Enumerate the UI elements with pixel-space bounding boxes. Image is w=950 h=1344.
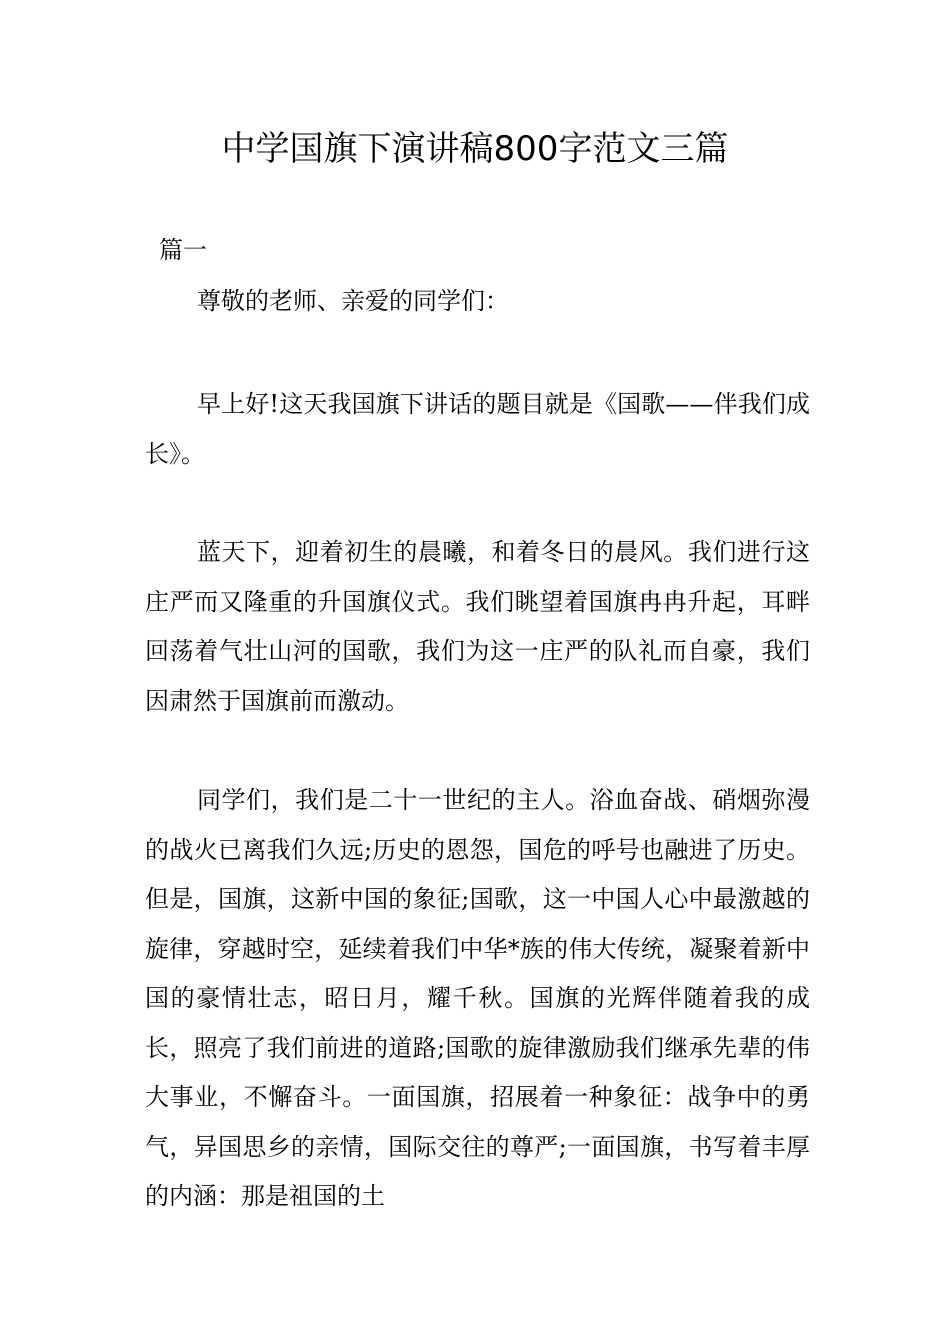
document-title: 中学国旗下演讲稿800字范文三篇 xyxy=(221,129,729,169)
section-label: 篇一 xyxy=(159,236,207,264)
paragraph-1: 早上好!这天我国旗下讲话的题目就是《国歌——伴我们成长》。 xyxy=(145,390,810,468)
paragraph-2: 蓝天下，迎着初生的晨曦，和着冬日的晨风。我们进行这庄严而又隆重的升国旗仪式。我们眺望着国旗冉冉升起，耳畔回荡着气壮山河的国歌，我们为这一庄严的队礼而自豪，我们因肃然于国旗前而激动。 xyxy=(145,538,810,715)
salutation: 尊敬的老师、亲爱的同学们： xyxy=(197,287,509,315)
paragraph-3: 同学们，我们是二十一世纪的主人。浴血奋战、硝烟弥漫的战火已离我们久远;历史的恩怨，国危的呼号也融进了历史。但是，国旗，这新中国的象征;国歌，这一中国人心中最激越的旋律，穿越时空，延续着我们中华*族的伟大传统，凝聚着新中国的豪情壮志，昭日月，耀千秋。国旗的光辉伴随着我的成长，照亮了我们前进的道路;国歌的旋律激励我们继承先辈的伟大事业，不懈奋斗。一面国旗，招展着一种象征：战争中的勇气，异国思乡的亲情，国际交往的尊严;一面国旗，书写着丰厚的内涵：那是祖国的土 xyxy=(145,786,810,1210)
